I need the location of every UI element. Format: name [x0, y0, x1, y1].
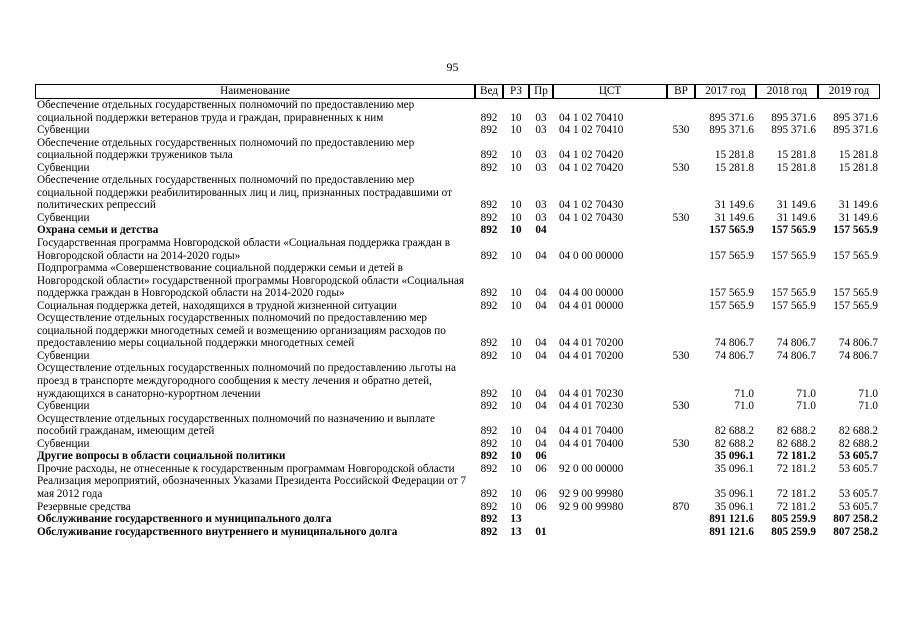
- row-2017: 31 149.6: [714, 199, 754, 212]
- row-cst: 04 4 01 70200: [559, 337, 624, 350]
- row-vr: [667, 312, 695, 350]
- row-2017: 82 688.2: [714, 437, 754, 450]
- row-2017: 35 096.1: [714, 487, 754, 500]
- header-2019: 2019 год: [818, 84, 880, 99]
- row-2018: 31 149.6: [776, 199, 816, 212]
- table-row: [35, 212, 880, 225]
- row-rz: 10: [510, 500, 522, 513]
- row-2017: 31 149.6: [714, 211, 754, 224]
- row-2018: 157 565.9: [771, 287, 816, 300]
- table-row: [35, 99, 880, 124]
- row-rz: 10: [510, 387, 522, 400]
- row-2017: 71.0: [734, 387, 754, 400]
- header-rz: РЗ: [503, 84, 529, 99]
- table-row: [35, 137, 880, 162]
- row-ved: 892: [480, 500, 498, 513]
- row-cst: 04 4 00 00000: [559, 287, 624, 300]
- table-row: [35, 350, 880, 363]
- row-2019: 157 565.9: [833, 249, 878, 262]
- row-2019: 15 281.8: [838, 161, 878, 174]
- row-name: Субвенции: [37, 161, 90, 174]
- row-name: Прочие расходы, не отнесенные к государственным программам Новгородской области: [37, 462, 455, 475]
- row-rz: 10: [510, 199, 522, 212]
- row-rz: 10: [510, 124, 522, 137]
- row-pr: 04: [535, 299, 547, 312]
- row-2017: 891 121.6: [709, 513, 754, 526]
- row-2019: 157 565.9: [833, 287, 878, 300]
- row-2019: 895 371.6: [833, 111, 878, 124]
- table-row: [35, 237, 880, 262]
- row-name: Субвенции: [37, 124, 90, 137]
- row-2019: 53 605.7: [838, 487, 878, 500]
- row-name: Осуществление отдельных государственных полномочий по предоставлению мер социальной поддержки многодетных семей и возмещению организациям расходов по предоставлению меры социальной поддержки многодетных семей: [37, 312, 446, 350]
- row-2017: 35 096.1: [714, 462, 754, 475]
- row-pr: 03: [535, 211, 547, 224]
- row-name: Подпрограмма «Совершенствование социальной поддержки семьи и детей в Новгородской области» государственной программы Новгородской области «Социальная поддержка граждан в Новгородской области на 2014-2020 годы»: [37, 262, 465, 300]
- row-2019: 31 149.6: [838, 199, 878, 212]
- row-pr: 04: [535, 425, 547, 438]
- row-2018: 895 371.6: [771, 111, 816, 124]
- row-cst: 04 0 00 00000: [559, 249, 624, 262]
- row-2017: 74 806.7: [714, 349, 754, 362]
- table-row: [35, 526, 880, 539]
- row-pr: 06: [535, 487, 547, 500]
- header-2017: 2017 год: [695, 84, 756, 99]
- row-cst: 04 1 02 70430: [559, 211, 624, 224]
- row-ved: 892: [480, 161, 498, 174]
- row-vr: 530: [672, 211, 690, 224]
- row-name: Субвенции: [37, 400, 90, 413]
- row-name: Субвенции: [37, 211, 90, 224]
- row-pr: 04: [535, 249, 547, 262]
- row-2018: 72 181.2: [776, 450, 816, 463]
- row-2019: 157 565.9: [833, 299, 878, 312]
- row-rz: 10: [510, 111, 522, 124]
- row-vr: [667, 463, 695, 476]
- row-2018: 157 565.9: [771, 249, 816, 262]
- row-2018: 74 806.7: [776, 337, 816, 350]
- row-rz: 10: [510, 287, 522, 300]
- row-rz: 10: [510, 161, 522, 174]
- row-vr: 530: [672, 437, 690, 450]
- row-2019: 807 258.2: [833, 513, 878, 526]
- row-2019: 82 688.2: [838, 437, 878, 450]
- row-ved: 892: [480, 287, 498, 300]
- row-rz: 10: [510, 224, 522, 237]
- row-cst: [553, 450, 667, 463]
- row-2019: 53 605.7: [838, 450, 878, 463]
- header-pr: Пр: [529, 84, 553, 99]
- table-row: [35, 400, 880, 413]
- row-rz: 10: [510, 337, 522, 350]
- row-ved: 892: [480, 349, 498, 362]
- row-pr: 03: [535, 124, 547, 137]
- row-2017: 895 371.6: [709, 124, 754, 137]
- table-row: [35, 312, 880, 350]
- row-cst: 04 4 01 70200: [559, 349, 624, 362]
- row-pr: 04: [535, 287, 547, 300]
- header-cst: ЦСТ: [553, 84, 667, 99]
- row-ved: 892: [480, 149, 498, 162]
- row-vr: [667, 513, 695, 526]
- header-ved: Вед: [475, 84, 503, 99]
- row-cst: 04 1 02 70410: [559, 111, 624, 124]
- row-rz: 10: [510, 249, 522, 262]
- table-row: [35, 501, 880, 514]
- row-name: Обеспечение отдельных государственных полномочий по предоставлению мер социальной поддержки тружеников тыла: [37, 136, 415, 162]
- row-ved: 892: [480, 400, 498, 413]
- row-name: Субвенции: [37, 437, 90, 450]
- table-row: [35, 262, 880, 300]
- row-2018: 157 565.9: [771, 224, 816, 237]
- row-cst: 04 1 02 70430: [559, 199, 624, 212]
- row-rz: 10: [510, 299, 522, 312]
- row-vr: 530: [672, 161, 690, 174]
- row-rz: 10: [510, 462, 522, 475]
- table-header: [35, 84, 880, 99]
- row-2017: 74 806.7: [714, 337, 754, 350]
- row-2017: 82 688.2: [714, 425, 754, 438]
- row-2018: 15 281.8: [776, 161, 816, 174]
- row-2019: 71.0: [858, 400, 878, 413]
- row-2017: 157 565.9: [709, 287, 754, 300]
- row-cst: 04 1 02 70420: [559, 161, 624, 174]
- row-vr: 530: [672, 349, 690, 362]
- row-2018: 15 281.8: [776, 149, 816, 162]
- row-2017: 891 121.6: [709, 525, 754, 538]
- row-vr: [667, 300, 695, 313]
- row-2018: 805 259.9: [771, 513, 816, 526]
- row-ved: 892: [480, 387, 498, 400]
- row-cst: 04 4 01 70400: [559, 437, 624, 450]
- row-cst: 04 4 01 70230: [559, 400, 624, 413]
- row-ved: 892: [480, 425, 498, 438]
- row-pr: 03: [535, 149, 547, 162]
- row-2019: 53 605.7: [838, 500, 878, 513]
- table-row: [35, 174, 880, 212]
- row-2017: 15 281.8: [714, 161, 754, 174]
- row-2018: 31 149.6: [776, 211, 816, 224]
- row-name: Охрана семьи и детства: [37, 224, 159, 237]
- row-ved: 892: [480, 337, 498, 350]
- row-name: Обслуживание государственного внутреннего и муниципального долга: [37, 525, 398, 538]
- row-2019: 74 806.7: [838, 337, 878, 350]
- row-2017: 157 565.9: [709, 224, 754, 237]
- header-2018: 2018 год: [756, 84, 818, 99]
- row-cst: [553, 526, 667, 539]
- row-2019: 71.0: [858, 387, 878, 400]
- table-row: [35, 463, 880, 476]
- row-2017: 15 281.8: [714, 149, 754, 162]
- row-vr: [667, 475, 695, 500]
- row-name: Субвенции: [37, 349, 90, 362]
- row-name: Обслуживание государственного и муниципального долга: [37, 513, 332, 526]
- row-vr: [667, 224, 695, 237]
- row-ved: 892: [480, 462, 498, 475]
- row-ved: 892: [480, 525, 498, 538]
- row-2018: 895 371.6: [771, 124, 816, 137]
- row-rz: 10: [510, 450, 522, 463]
- row-cst: 92 9 00 99980: [559, 487, 624, 500]
- row-cst: 04 1 02 70420: [559, 149, 624, 162]
- row-2017: 895 371.6: [709, 111, 754, 124]
- row-vr: [667, 450, 695, 463]
- row-2019: 82 688.2: [838, 425, 878, 438]
- table-row: [35, 475, 880, 500]
- row-pr: 04: [535, 400, 547, 413]
- row-cst: 92 0 00 00000: [559, 462, 624, 475]
- row-ved: 892: [480, 450, 498, 463]
- header-vr: ВР: [667, 84, 695, 99]
- row-rz: 13: [510, 525, 522, 538]
- table-row: [35, 413, 880, 438]
- row-vr: 870: [672, 500, 690, 513]
- row-pr: 03: [535, 111, 547, 124]
- row-name: Резервные средства: [37, 500, 131, 513]
- row-ved: 892: [480, 111, 498, 124]
- row-rz: 10: [510, 211, 522, 224]
- row-vr: [667, 137, 695, 162]
- table-row: [35, 162, 880, 175]
- row-pr: 06: [535, 500, 547, 513]
- row-cst: 04 4 01 70400: [559, 425, 624, 438]
- row-rz: 10: [510, 437, 522, 450]
- row-vr: 530: [672, 124, 690, 137]
- row-vr: [667, 262, 695, 300]
- row-rz: 13: [510, 513, 522, 526]
- row-2018: 72 181.2: [776, 462, 816, 475]
- row-ved: 892: [480, 124, 498, 137]
- row-rz: 10: [510, 487, 522, 500]
- row-2019: 74 806.7: [838, 349, 878, 362]
- row-name: Социальная поддержка детей, находящихся в трудной жизненной ситуации: [37, 299, 397, 312]
- row-2018: 82 688.2: [776, 425, 816, 438]
- row-pr: 03: [535, 199, 547, 212]
- row-ved: 892: [480, 437, 498, 450]
- row-2019: 53 605.7: [838, 462, 878, 475]
- row-2019: 157 565.9: [833, 224, 878, 237]
- row-2018: 72 181.2: [776, 500, 816, 513]
- row-cst: 04 4 01 00000: [559, 299, 624, 312]
- row-ved: 892: [480, 513, 498, 526]
- page-number: 95: [446, 60, 459, 74]
- row-2018: 157 565.9: [771, 299, 816, 312]
- row-2019: 15 281.8: [838, 149, 878, 162]
- row-rz: 10: [510, 349, 522, 362]
- row-2018: 71.0: [796, 400, 816, 413]
- row-2017: 71.0: [734, 400, 754, 413]
- table-row: [35, 438, 880, 451]
- row-ved: 892: [480, 211, 498, 224]
- row-cst: [553, 513, 667, 526]
- row-vr: [667, 413, 695, 438]
- row-ved: 892: [480, 487, 498, 500]
- row-ved: 892: [480, 199, 498, 212]
- row-pr: 03: [535, 161, 547, 174]
- row-ved: 892: [480, 224, 498, 237]
- row-2019: 895 371.6: [833, 124, 878, 137]
- row-name: Реализация мероприятий, обозначенных Указами Президента Российской Федерации от 7 мая 2012 года: [37, 475, 467, 500]
- row-cst: [553, 224, 667, 237]
- row-2018: 82 688.2: [776, 437, 816, 450]
- row-pr: 06: [535, 450, 547, 463]
- row-pr: 01: [535, 525, 547, 538]
- row-2017: 35 096.1: [714, 500, 754, 513]
- row-pr: 04: [535, 349, 547, 362]
- row-rz: 10: [510, 400, 522, 413]
- row-vr: [667, 362, 695, 400]
- row-name: Осуществление отдельных государственных полномочий по назначению и выплате пособий гражданам, имеющим детей: [37, 412, 435, 438]
- table-row: [35, 300, 880, 313]
- budget-table: [35, 84, 880, 538]
- table-row: [35, 362, 880, 400]
- header-name: Наименование: [35, 84, 475, 99]
- row-name: Осуществление отдельных государственных полномочий по предоставлению льготы на проезд в транспорте междугородного сообщения к месту лечения и обратно детей, нуждающихся в санаторно-курортном лечении: [37, 362, 456, 400]
- row-pr: 04: [535, 387, 547, 400]
- row-vr: 530: [672, 400, 690, 413]
- row-2017: 157 565.9: [709, 299, 754, 312]
- row-2018: 74 806.7: [776, 349, 816, 362]
- row-vr: [667, 99, 695, 124]
- row-2017: 157 565.9: [709, 249, 754, 262]
- row-rz: 10: [510, 425, 522, 438]
- row-name: Государственная программа Новгородской области «Социальная поддержка граждан в Новгородской области на 2014-2020 годы»: [37, 237, 451, 262]
- row-cst: 04 1 02 70410: [559, 124, 624, 137]
- table-body: [35, 99, 880, 538]
- row-2017: 35 096.1: [714, 450, 754, 463]
- row-pr: [529, 513, 553, 526]
- row-pr: 04: [535, 437, 547, 450]
- row-ved: 892: [480, 299, 498, 312]
- row-2019: 807 258.2: [833, 525, 878, 538]
- row-name: Обеспечение отдельных государственных полномочий по предоставлению мер социальной поддержки ветеранов труда и граждан, приравненных к ним: [37, 99, 415, 124]
- row-name: Обеспечение отдельных государственных полномочий по предоставлению мер социальной поддержки реабилитированных лиц и лиц, признанных пострадавшими от политических репрессий: [37, 174, 453, 212]
- row-2018: 805 259.9: [771, 525, 816, 538]
- row-vr: [667, 526, 695, 539]
- row-2018: 72 181.2: [776, 487, 816, 500]
- table-row: [35, 124, 880, 137]
- row-name: Другие вопросы в области социальной политики: [37, 450, 286, 463]
- row-2018: 71.0: [796, 387, 816, 400]
- row-cst: 92 9 00 99980: [559, 500, 624, 513]
- table-row: [35, 513, 880, 526]
- row-rz: 10: [510, 149, 522, 162]
- row-vr: [667, 174, 695, 212]
- row-ved: 892: [480, 249, 498, 262]
- row-pr: 04: [535, 337, 547, 350]
- table-row: [35, 224, 880, 237]
- row-vr: [667, 237, 695, 262]
- row-cst: 04 4 01 70230: [559, 387, 624, 400]
- row-2019: 31 149.6: [838, 211, 878, 224]
- row-pr: 06: [535, 462, 547, 475]
- table-row: [35, 450, 880, 463]
- row-pr: 04: [535, 224, 547, 237]
